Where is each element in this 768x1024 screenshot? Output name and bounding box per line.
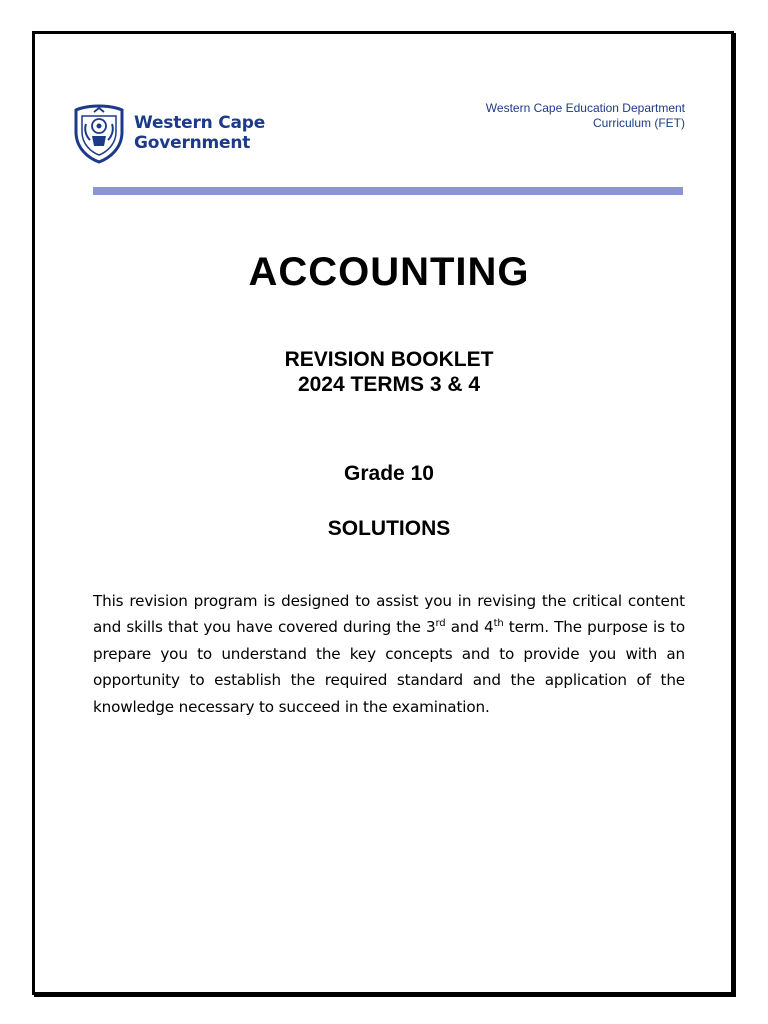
intro-paragraph <box>93 588 685 720</box>
western-cape-crest-icon <box>70 102 128 164</box>
subtitle-line-1: REVISION BOOKLET <box>284 348 494 371</box>
curriculum-name: Curriculum (FET) <box>593 116 685 130</box>
page-border <box>32 31 734 995</box>
government-logo <box>70 102 265 164</box>
section-label: SOLUTIONS <box>327 517 451 540</box>
intro-sup-rd: rd <box>435 618 446 630</box>
grade-label: Grade 10 <box>344 462 434 485</box>
department-name: Western Cape Education Department <box>485 101 685 115</box>
intro-text-3: term. The purpose is to prepare you to understand the key concepts and to provide you with an opportunity to establish the required standard and the application of the knowledge necessary to succeed in the examination. <box>93 618 686 716</box>
government-logo-text <box>134 113 265 153</box>
intro-text-1: This revision program is designed to assist you in revising the critical content and skills that you have covered during the 3 <box>93 592 685 637</box>
subtitle-line-2: 2024 TERMS 3 & 4 <box>297 373 481 396</box>
intro-text-2: and 4 <box>445 618 494 637</box>
header-rule <box>93 187 683 195</box>
booklet-subtitle <box>0 347 768 397</box>
department-header <box>486 101 685 131</box>
logo-line-2: Government <box>134 133 251 153</box>
intro-sup-th: th <box>493 618 504 630</box>
logo-line-1: Western Cape <box>134 113 266 133</box>
page-title: ACCOUNTING <box>248 250 530 294</box>
